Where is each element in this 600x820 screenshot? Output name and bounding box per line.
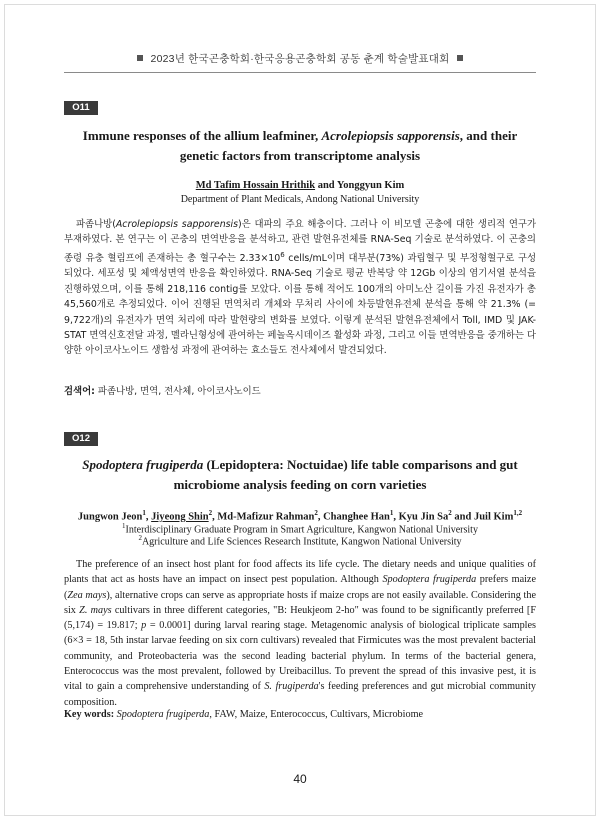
affiliation-superscript: 2 — [138, 534, 142, 542]
author-name: Jungwon Jeon — [77, 511, 143, 523]
body-text: 파좀나방( — [76, 219, 116, 230]
body-text: = 0.0001] during larval rearing stage. Metagenomic analysis of biological triplicate samples (6×3 = 18, 5th instar larvae feeding on six corn cultivars) revealed that Firmicutes was the most prevalent bacterial community, and Proteobacteria was the second leading bacterial phylum. In terms of the bacterial genera, Enterococcus was the most prevalent, followed by Ureibacillus. To prevent the spread of this invasive pest, it is vital to gain a comprehensive understanding of — [64, 620, 536, 693]
author-separator: , — [212, 511, 218, 523]
author-superscript: 1,2 — [513, 509, 523, 517]
title-text: (Lepidoptera: Noctuidae) life table comparisons and gut microbiome analysis feeding on corn varieties — [173, 457, 518, 492]
keywords-text: , FAW, Maize, Enterococcus, Cultivars, Microbiome — [209, 709, 424, 720]
author-superscript: 2 — [208, 509, 213, 517]
body-species: Z. mays — [79, 604, 112, 616]
body-italic: p — [141, 620, 147, 632]
author-separator: , — [145, 511, 152, 523]
keywords-label: Key words: — [64, 709, 115, 720]
body-species: Spodoptera frugiperda — [382, 574, 477, 586]
author-superscript: 2 — [314, 509, 318, 517]
affiliation-text: Interdisciplinary Graduate Program in Smart Agriculture, Kangwon National University — [125, 524, 478, 536]
affiliation-o12-2 — [64, 531, 536, 549]
body-text: cultivars in three different categories, "B: Heukjeom 2-ho" was found to be significantly preferred [F (5,174) = 19.817; — [64, 604, 536, 632]
author-join: and — [315, 180, 337, 191]
author-name: Yonggyun Kim — [336, 180, 405, 191]
author-name: Changhee Han — [323, 511, 390, 523]
title-text: , and their genetic factors from transcriptome analysis — [179, 128, 518, 163]
author-superscript: 1 — [389, 509, 394, 517]
abstract-title-o12 — [64, 455, 536, 495]
square-bullet-icon — [137, 55, 143, 61]
body-species: Acrolepiopsis sapporensis — [115, 219, 239, 230]
body-text: cells/mL이며 대부분(73%) 과립혈구 및 부정형혈구로 구성되었다. 세포성 및 체액성면역 반응을 확인하였다. RNA-Seq 기술로 평균 반복당 약 12Gb 이상의 염기서열 분석을 진행하였으며, 이를 통해 218,116 contig를 모았다. 이를 통해 적어도 100개의 아미노산 길이를 가진 유전자가 총 45,560개로 추정되었다. 이어 진행된 면역처리 개체와 무처리 사이에 차등발현유전체 분석을 통해 약 21.3% (= 9,722개)의 유전자가 면역 처리에 따라 발현량의 변화를 보였다. 이렇게 분석된 발현유전체에서 Toll, IMD 및 JAK-STAT 면역신호전달 과정, 멜라닌형성에 관여하는 페놀옥시데이즈 활성화 과정, 그리고 이들 면역반응을 중개하는 다양한 아이코사노이드 생합성 과정에 관여하는 효소들도 전사체에서 발견되었다. — [64, 252, 537, 357]
body-text: )은 대파의 주요 해충이다. 그러나 이 비모델 곤충에 대한 생리적 연구가 부재하였다. 본 연구는 이 곤충의 면역반응을 분석하고, 관련 발현유전체를 RNA-Seq 기술로 분석하였다. 이 곤충의 종령 유충 혈림프에 존재하는 총 혈구수는 2.33×10 — [64, 219, 537, 264]
header-rule — [64, 72, 536, 73]
affiliation-text: Agriculture and Life Sciences Research Institute, Kangwon National University — [141, 536, 462, 548]
header-text: 2023년 한국곤충학회·한국응용곤충학회 공동 춘계 학술발표대회 — [150, 53, 450, 65]
body-species: S. frugiperda — [264, 681, 319, 693]
keywords-o11 — [64, 384, 536, 399]
title-species: Spodoptera frugiperda — [82, 457, 204, 472]
author-superscript: 2 — [448, 509, 452, 517]
body-species: Zea mays — [67, 589, 107, 601]
author-name: Kyu Jin Sa — [398, 511, 449, 523]
author-superscript: 1 — [142, 509, 146, 517]
author-line-o11 — [64, 178, 536, 193]
keywords-label: 검색어: — [64, 386, 95, 397]
abstract-label-o11: O11 — [64, 101, 98, 115]
abstract-body-o11 — [64, 217, 536, 359]
abstract-body-o12 — [64, 557, 536, 710]
author-name: Md-Mafizur Rahman — [217, 511, 315, 523]
affiliation-superscript: 1 — [122, 522, 126, 530]
author-name: Jiyeong Shin — [151, 511, 209, 523]
abstract-label-o12: O12 — [64, 432, 98, 446]
page-number: 40 — [293, 772, 307, 786]
title-text: Immune responses of the allium leafminer, — [82, 128, 322, 143]
body-text: 's feeding preferences and gut microbial community composition. — [64, 681, 536, 708]
running-header — [0, 51, 600, 66]
abstract-title-o11 — [64, 126, 536, 166]
author-separator: and — [451, 511, 474, 523]
author-separator: , — [317, 511, 324, 523]
keywords-species: Spodoptera frugiperda — [116, 709, 210, 720]
title-species: Acrolepiopsis sapporensis — [321, 128, 460, 143]
author-name: Juil Kim — [473, 511, 514, 523]
keywords-text: 파좀나방, 면역, 전사체, 아이코사노이드 — [94, 386, 261, 397]
body-text: ), alternative crops can serve as appropriate hosts if maize crops are not easily available. Considering the six — [64, 589, 537, 616]
keywords-o12 — [64, 707, 536, 722]
square-bullet-icon — [457, 55, 463, 61]
body-text: The preference of an insect host plant for food affects its life cycle. The dietary needs and unique qualities of plants that act as hosts have an impact on insect pest population. Although — [64, 559, 536, 586]
author-name: Md Tafim Hossain Hrithik — [195, 180, 316, 191]
body-text: prefers maize ( — [64, 574, 536, 601]
affiliation-o11: Department of Plant Medicals, Andong National University — [180, 194, 420, 205]
author-separator: , — [393, 511, 399, 523]
body-superscript: 6 — [280, 250, 285, 259]
